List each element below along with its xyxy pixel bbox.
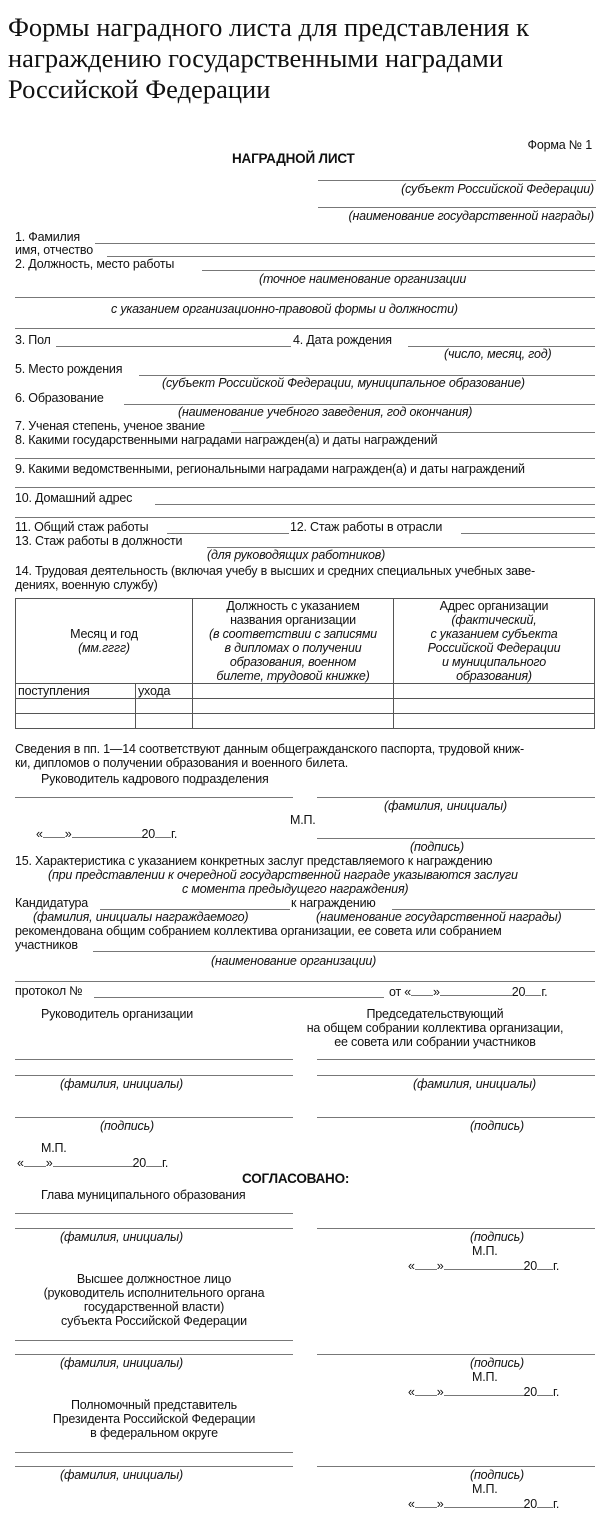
- presidential-envoy-position-field[interactable]: [15, 1452, 293, 1453]
- address-label: 10. Домашний адрес: [15, 491, 133, 505]
- position-label: 2. Должность, место работы: [15, 257, 175, 271]
- total-experience-label: 11. Общий стаж работы: [15, 520, 149, 534]
- education-label: 6. Образование: [15, 391, 104, 405]
- position-field[interactable]: [202, 270, 595, 271]
- org-stamp: М.П.: [41, 1141, 67, 1155]
- regional-head-signature-hint: (подпись): [470, 1356, 524, 1370]
- col-month-year-header: Месяц и год (мм.гггг): [16, 599, 193, 684]
- position-field-3[interactable]: [15, 328, 595, 329]
- table-cell[interactable]: [394, 684, 595, 699]
- other-awards-label: 9. Какими ведомственными, региональными наградами награжден(а) и даты награждений: [15, 462, 525, 476]
- presidential-envoy-signature-field[interactable]: [317, 1466, 595, 1467]
- given-names-field[interactable]: [107, 256, 595, 257]
- municipal-head-signature-hint: (подпись): [470, 1230, 524, 1244]
- hr-stamp: М.П.: [290, 813, 316, 827]
- form-number: Форма № 1: [527, 138, 592, 152]
- birthplace-label: 5. Место рождения: [15, 362, 123, 376]
- organization-field-2[interactable]: [15, 981, 595, 982]
- address-field-2[interactable]: [15, 517, 595, 518]
- form-heading: НАГРАДНОЙ ЛИСТ: [232, 151, 355, 166]
- position-hint-1: (точное наименование организации: [259, 272, 467, 286]
- municipal-head-name-hint: (фамилия, инициалы): [60, 1230, 184, 1244]
- award-field[interactable]: [318, 207, 596, 208]
- work-history-label-1: 14. Трудовая деятельность (включая учебу в высших и средних специальных учебных заве-: [15, 564, 535, 578]
- presidential-envoy-name-field[interactable]: [15, 1466, 293, 1467]
- org-head-name-field[interactable]: [15, 1075, 293, 1076]
- regional-head-position-field[interactable]: [15, 1340, 293, 1341]
- table-row: [16, 699, 595, 714]
- confirm-text-1: Сведения в пп. 1—14 соответствуют данным общегражданского паспорта, трудовой книж-: [15, 742, 524, 756]
- participants-label: участников: [15, 938, 78, 952]
- position-experience-label: 13. Стаж работы в должности: [15, 534, 183, 548]
- chair-position-field[interactable]: [317, 1059, 595, 1060]
- table-cell[interactable]: [136, 714, 193, 729]
- birthdate-label: 4. Дата рождения: [293, 333, 392, 347]
- position-hint-2: с указанием организационно-правовой формы и должности): [111, 302, 458, 316]
- org-date[interactable]: « » 20 г.: [17, 1156, 169, 1170]
- organization-field[interactable]: [93, 951, 595, 952]
- table-header-row: [16, 599, 595, 684]
- degree-label: 7. Ученая степень, ученое звание: [15, 419, 205, 433]
- table-cell[interactable]: [16, 699, 136, 714]
- organization-hint: (наименование организации): [211, 954, 377, 968]
- state-awards-label: 8. Какими государственными наградами награжден(а) и даты награждений: [15, 433, 438, 447]
- characteristic-hint-1: (при представлении к очередной государственной награде указываются заслуги: [48, 868, 518, 882]
- municipal-head-position-field[interactable]: [15, 1213, 293, 1214]
- recommended-text: рекомендована общим собранием коллектива организации, ее совета или собранием: [15, 924, 502, 938]
- table-row: [16, 714, 595, 729]
- industry-experience-field[interactable]: [461, 533, 595, 534]
- position-field-2[interactable]: [15, 297, 595, 298]
- table-cell[interactable]: [16, 714, 136, 729]
- address-field[interactable]: [155, 504, 595, 505]
- table-subheader-row: [16, 684, 595, 699]
- chair-label: Председательствующий на общем собрании коллектива организации, ее совета или собрании участников: [306, 1007, 564, 1049]
- col-position-header: Должность с указанием названия организации (в соответствии с записями в дипломах о получении образования, военном билете, трудовой книжке): [193, 599, 394, 684]
- hr-date[interactable]: « » 20 г.: [36, 827, 178, 841]
- hr-signature-hint: (подпись): [410, 840, 464, 854]
- hr-head-label: Руководитель кадрового подразделения: [41, 772, 269, 786]
- characteristic-hint-2: с момента предыдущего награждения): [182, 882, 409, 896]
- confirm-text-2: ки, дипломов о получении образования и военного билета.: [15, 756, 349, 770]
- org-head-name-hint: (фамилия, инициалы): [60, 1077, 184, 1091]
- table-cell[interactable]: [394, 699, 595, 714]
- position-experience-hint: (для руководящих работников): [207, 548, 386, 562]
- hr-name-hint: (фамилия, инициалы): [384, 799, 508, 813]
- protocol-date[interactable]: от « » 20 г.: [389, 985, 548, 999]
- col-address-header: Адрес организации (фактический, с указанием субъекта Российской Федерации и муниципального образования): [394, 599, 595, 684]
- candidate-label: Кандидатура: [15, 896, 89, 910]
- presidential-envoy-date[interactable]: « » 20 г.: [408, 1497, 560, 1511]
- characteristic-label: 15. Характеристика с указанием конкретных заслуг представляемого к награждению: [15, 854, 493, 868]
- subject-hint: (субъект Российской Федерации): [401, 182, 594, 196]
- state-awards-field[interactable]: [15, 458, 595, 459]
- org-head-label: Руководитель организации: [41, 1007, 194, 1021]
- hr-name-field[interactable]: [317, 797, 595, 798]
- municipal-head-signature-field[interactable]: [317, 1228, 595, 1229]
- chair-name-field[interactable]: [317, 1075, 595, 1076]
- protocol-label: протокол №: [15, 984, 83, 998]
- regional-head-signature-field[interactable]: [317, 1354, 595, 1355]
- chair-signature-hint: (подпись): [470, 1119, 524, 1133]
- presidential-envoy-stamp: М.П.: [472, 1482, 498, 1496]
- chair-signature-field[interactable]: [317, 1117, 595, 1118]
- industry-experience-label: 12. Стаж работы в отрасли: [290, 520, 443, 534]
- surname-label: 1. Фамилия: [15, 230, 80, 244]
- page-title: Формы наградного листа для представления к награждению государственными наградами Российской Федерации: [8, 12, 529, 104]
- to-award-label: к награждению: [291, 896, 376, 910]
- work-history-label-2: дениях, военную службу): [15, 578, 158, 592]
- org-head-signature-hint: (подпись): [100, 1119, 154, 1133]
- municipal-head-label: Глава муниципального образования: [41, 1188, 246, 1202]
- regional-head-name-field[interactable]: [15, 1354, 293, 1355]
- agreed-heading: СОГЛАСОВАНО:: [242, 1171, 350, 1186]
- municipal-head-stamp: М.П.: [472, 1244, 498, 1258]
- candidate-hint: (фамилия, инициалы награждаемого): [33, 910, 249, 924]
- table-cell[interactable]: [193, 684, 394, 699]
- org-head-signature-field[interactable]: [15, 1117, 293, 1118]
- sex-field[interactable]: [56, 346, 291, 347]
- surname-field[interactable]: [95, 243, 595, 244]
- col-end-subheader: ухода: [136, 684, 193, 699]
- subject-field[interactable]: [318, 180, 596, 181]
- presidential-envoy-label: Полномочный представитель Президента Российской Федерации в федеральном округе: [52, 1398, 256, 1440]
- protocol-number-field[interactable]: [94, 997, 384, 998]
- regional-head-label: Высшее должностное лицо (руководитель исполнительного органа государственной власти) субъекта Российской Федерации: [43, 1272, 265, 1328]
- regional-head-stamp: М.П.: [472, 1370, 498, 1384]
- total-experience-field[interactable]: [167, 533, 289, 534]
- sex-label: 3. Пол: [15, 333, 51, 347]
- work-history-table: [15, 598, 595, 729]
- municipal-head-name-field[interactable]: [15, 1228, 293, 1229]
- birthplace-hint: (субъект Российской Федерации, муниципальное образование): [162, 376, 525, 390]
- table-cell[interactable]: [193, 714, 394, 729]
- chair-name-hint: (фамилия, инициалы): [413, 1077, 537, 1091]
- hr-position-field[interactable]: [15, 797, 293, 798]
- given-names-label: имя, отчество: [15, 243, 93, 257]
- hr-signature-field[interactable]: [317, 838, 595, 839]
- education-hint: (наименование учебного заведения, год окончания): [178, 405, 473, 419]
- candidate-award-hint: (наименование государственной награды): [316, 910, 562, 924]
- other-awards-field[interactable]: [15, 487, 595, 488]
- table-cell[interactable]: [136, 699, 193, 714]
- regional-head-date[interactable]: « » 20 г.: [408, 1385, 560, 1399]
- col-start-subheader: поступления: [16, 684, 136, 699]
- presidential-envoy-name-hint: (фамилия, инициалы): [60, 1468, 184, 1482]
- regional-head-name-hint: (фамилия, инициалы): [60, 1356, 184, 1370]
- table-cell[interactable]: [394, 714, 595, 729]
- award-hint: (наименование государственной награды): [348, 209, 594, 223]
- municipal-head-date[interactable]: « » 20 г.: [408, 1259, 560, 1273]
- org-head-position-field[interactable]: [15, 1059, 293, 1060]
- table-cell[interactable]: [193, 699, 394, 714]
- presidential-envoy-signature-hint: (подпись): [470, 1468, 524, 1482]
- birthdate-hint: (число, месяц, год): [444, 347, 552, 361]
